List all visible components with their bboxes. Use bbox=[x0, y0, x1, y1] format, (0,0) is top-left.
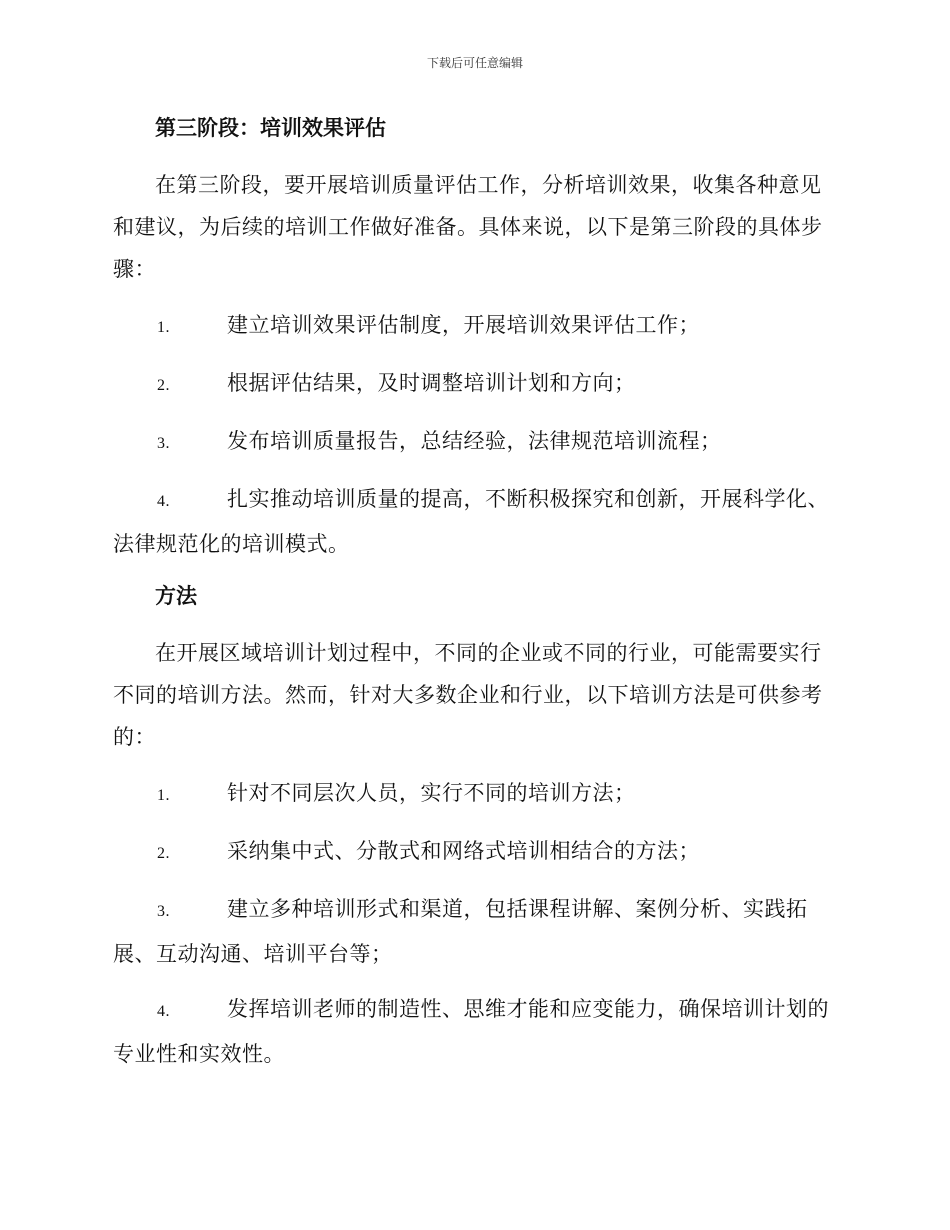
item-number: 3. bbox=[157, 903, 170, 920]
header-note: 下载后可任意编辑 bbox=[426, 56, 523, 70]
item-text: 建立多种培训形式和渠道，包括课程讲解、案例分析、实践拓展、互动沟通、培训平台等； bbox=[113, 897, 808, 966]
step-list bbox=[113, 304, 835, 565]
item-number: 4. bbox=[157, 493, 170, 510]
list-item bbox=[113, 420, 835, 465]
list-item bbox=[113, 830, 835, 875]
section-methods bbox=[113, 578, 835, 1075]
list-item bbox=[113, 362, 835, 407]
item-text: 建立培训效果评估制度，开展培训效果评估工作； bbox=[227, 313, 700, 337]
item-number: 2. bbox=[157, 377, 170, 394]
list-item bbox=[113, 888, 835, 975]
section-intro: 在第三阶段，要开展培训质量评估工作，分析培训效果，收集各种意见和建议，为后续的培训工作做好准备。具体来说，以下是第三阶段的具体步骤： bbox=[113, 173, 823, 281]
list-item bbox=[113, 304, 835, 349]
section-stage-three bbox=[113, 110, 835, 565]
document-body bbox=[113, 110, 835, 1088]
section-heading: 方法 bbox=[155, 584, 197, 608]
item-text: 采纳集中式、分散式和网络式培训相结合的方法； bbox=[227, 839, 700, 863]
list-item bbox=[113, 478, 835, 565]
item-number: 4. bbox=[157, 1003, 170, 1020]
item-text: 发挥培训老师的制造性、思维才能和应变能力，确保培训计划的专业性和实效性。 bbox=[113, 997, 829, 1066]
item-text: 发布培训质量报告，总结经验，法律规范培训流程； bbox=[227, 429, 722, 453]
method-list bbox=[113, 772, 835, 1075]
list-item bbox=[113, 988, 835, 1075]
item-text: 根据评估结果，及时调整培训计划和方向； bbox=[227, 371, 636, 395]
section-intro: 在开展区域培训计划过程中，不同的企业或不同的行业，可能需要实行不同的培训方法。然而，针对大多数企业和行业，以下培训方法是可供参考的： bbox=[113, 641, 823, 749]
item-number: 1. bbox=[157, 787, 170, 804]
item-text: 扎实推动培训质量的提高，不断积极探究和创新，开展科学化、法律规范化的培训模式。 bbox=[113, 487, 829, 556]
list-item bbox=[113, 772, 835, 817]
item-number: 3. bbox=[157, 435, 170, 452]
item-text: 针对不同层次人员，实行不同的培训方法； bbox=[227, 781, 636, 805]
section-heading: 第三阶段：培训效果评估 bbox=[155, 116, 386, 140]
item-number: 1. bbox=[157, 319, 170, 336]
item-number: 2. bbox=[157, 845, 170, 862]
